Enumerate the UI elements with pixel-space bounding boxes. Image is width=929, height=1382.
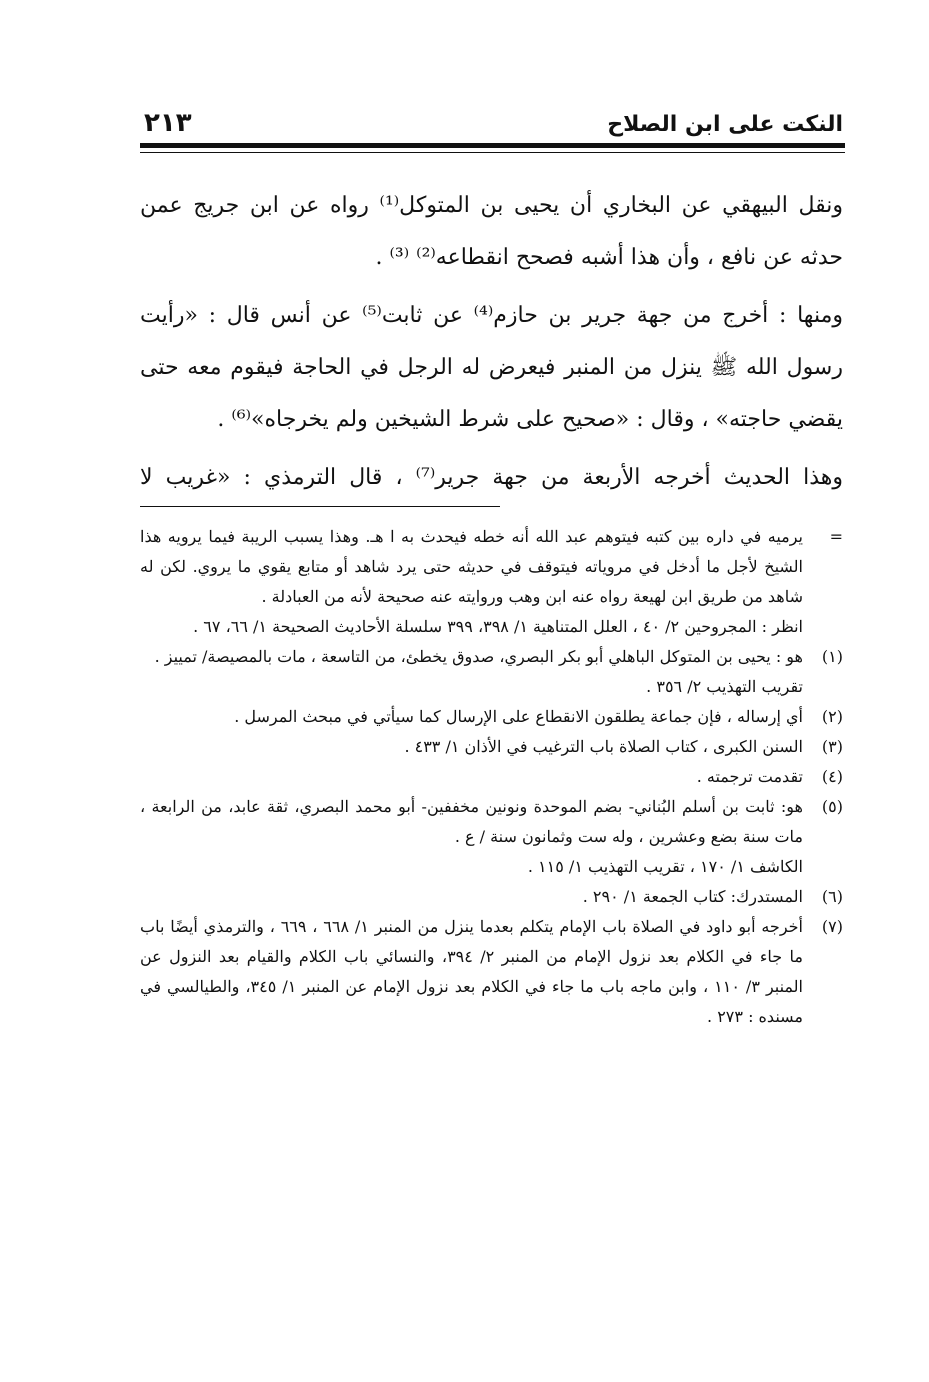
paragraph-3: وهذا الحديث أخرجه الأربعة من جهة جرير⁽⁷⁾ ، قال الترمذي : «غريب لا	[140, 465, 843, 490]
footnote-text: تقدمت ترجمته .	[696, 767, 803, 786]
footnote-4	[140, 762, 843, 792]
footnote-text: هو: ثابت بن أسلم البُناني- بضم الموحدة ونونين مخففين- أبو محمد البصري، ثقة عابد، من الرابعة ، مات سنة بضع وعشرين ، وله ست وثمانون سنة / ع .	[140, 797, 803, 846]
continuation-marker: =	[829, 527, 843, 546]
footnote-marker: (٢)	[821, 707, 843, 726]
footnote-marker: (٧)	[821, 917, 843, 936]
footnote-marker: (٥)	[821, 797, 843, 816]
footnote-1-reference: تقريب التهذيب ٢/ ٣٥٦ .	[646, 677, 803, 696]
footnote-text: هو : يحيى بن المتوكل الباهلي أبو بكر البصري، صدوق يخطئ، من التاسعة ، مات بالمصيصة/ تمييز .	[154, 647, 803, 666]
continuation-text: يرميه في داره بين كتبه فيتوهم عبد الله أنه خطه فيحدث به ا هـ. وهذا يسبب الريبة فيما يرويه هذا الشيخ لأجل ما أدخل في مروياته فيتوقف في حديثه حتى يرد شاهد أو متابع يقوي ما يروي. لكن له شاهد من طريق ابن لهيعة رواه عنه ابن وهب وروايته عنه صحيحة لأنه من العبادلة .	[140, 527, 803, 606]
footnote-text: المستدرك: كتاب الجمعة ١/ ٢٩٠ .	[582, 887, 803, 906]
footnote-separator	[140, 506, 500, 507]
footnote-text: أي إرساله ، فإن جماعة يطلقون الانقطاع على الإرسال كما سيأتي في مبحث المرسل .	[234, 707, 803, 726]
footnote-marker: (٦)	[821, 887, 843, 906]
footnote-text: السنن الكبرى ، كتاب الصلاة باب الترغيب في الأذان ١/ ٤٣٣ .	[404, 737, 803, 756]
page-number: ٢١٣	[144, 108, 192, 138]
footnote-1	[140, 642, 843, 672]
footnote-2	[140, 702, 843, 732]
book-title: النكت على ابن الصلاح	[607, 112, 843, 137]
footnote-text: أخرجه أبو داود في الصلاة باب الإمام يتكلم بعدما ينزل من المنبر ١/ ٦٦٨ ، ٦٦٩ ، والترمذي أيضًا باب ما جاء في الكلام بعد نزول الإمام من المنبر ٢/ ٣٩٤، والنسائي باب الكلام والقيام بعد النزول عن المنبر ٣/ ١١٠ ، وابن ماجه باب ما جاء في الكلام بعد نزول الإمام عن المنبر ١/ ٣٤٥، والطيالسي في مسنده : ٢٧٣ .	[140, 917, 803, 1026]
footnote-3	[140, 732, 843, 762]
paragraph-1: ونقل البيهقي عن البخاري أن يحيى بن المتوكل⁽¹⁾ رواه عن ابن جريج عمن حدثه عن نافع ، وأن هذا أشبه فصحح انقطاعه⁽²⁾ ⁽³⁾ .	[140, 193, 843, 270]
main-text	[140, 180, 843, 510]
footnote-marker: (١)	[821, 647, 843, 666]
footnote-5	[140, 792, 843, 852]
paragraph-2: ومنها : أخرج من جهة جرير بن حازم⁽⁴⁾ عن ثابت⁽⁵⁾ عن أنس قال : «رأيت رسول الله ﷺ ينزل من المنبر فيعرض له الرجل في الحاجة فيقوم معه حتى يقضي حاجته» ، وقال : «صحيح على شرط الشيخين ولم يخرجاه»⁽⁶⁾ .	[140, 303, 843, 432]
header-rule-thin	[140, 152, 845, 153]
footnotes	[140, 522, 843, 1032]
footnote-6	[140, 882, 843, 912]
footnote-continuation	[140, 522, 843, 612]
continuation-references: انظر : المجروحين ٢/ ٤٠ ، العلل المتناهية ١/ ٣٩٨، ٣٩٩ سلسلة الأحاديث الصحيحة ١/ ٦٦، ٦٧ .	[193, 617, 803, 636]
footnote-5-reference: الكاشف ١/ ١٧٠ ، تقريب التهذيب ١/ ١١٥ .	[527, 857, 803, 876]
footnote-marker: (٣)	[821, 737, 843, 756]
header-rule-thick	[140, 143, 845, 148]
footnote-7	[140, 912, 843, 1032]
footnote-marker: (٤)	[821, 767, 843, 786]
